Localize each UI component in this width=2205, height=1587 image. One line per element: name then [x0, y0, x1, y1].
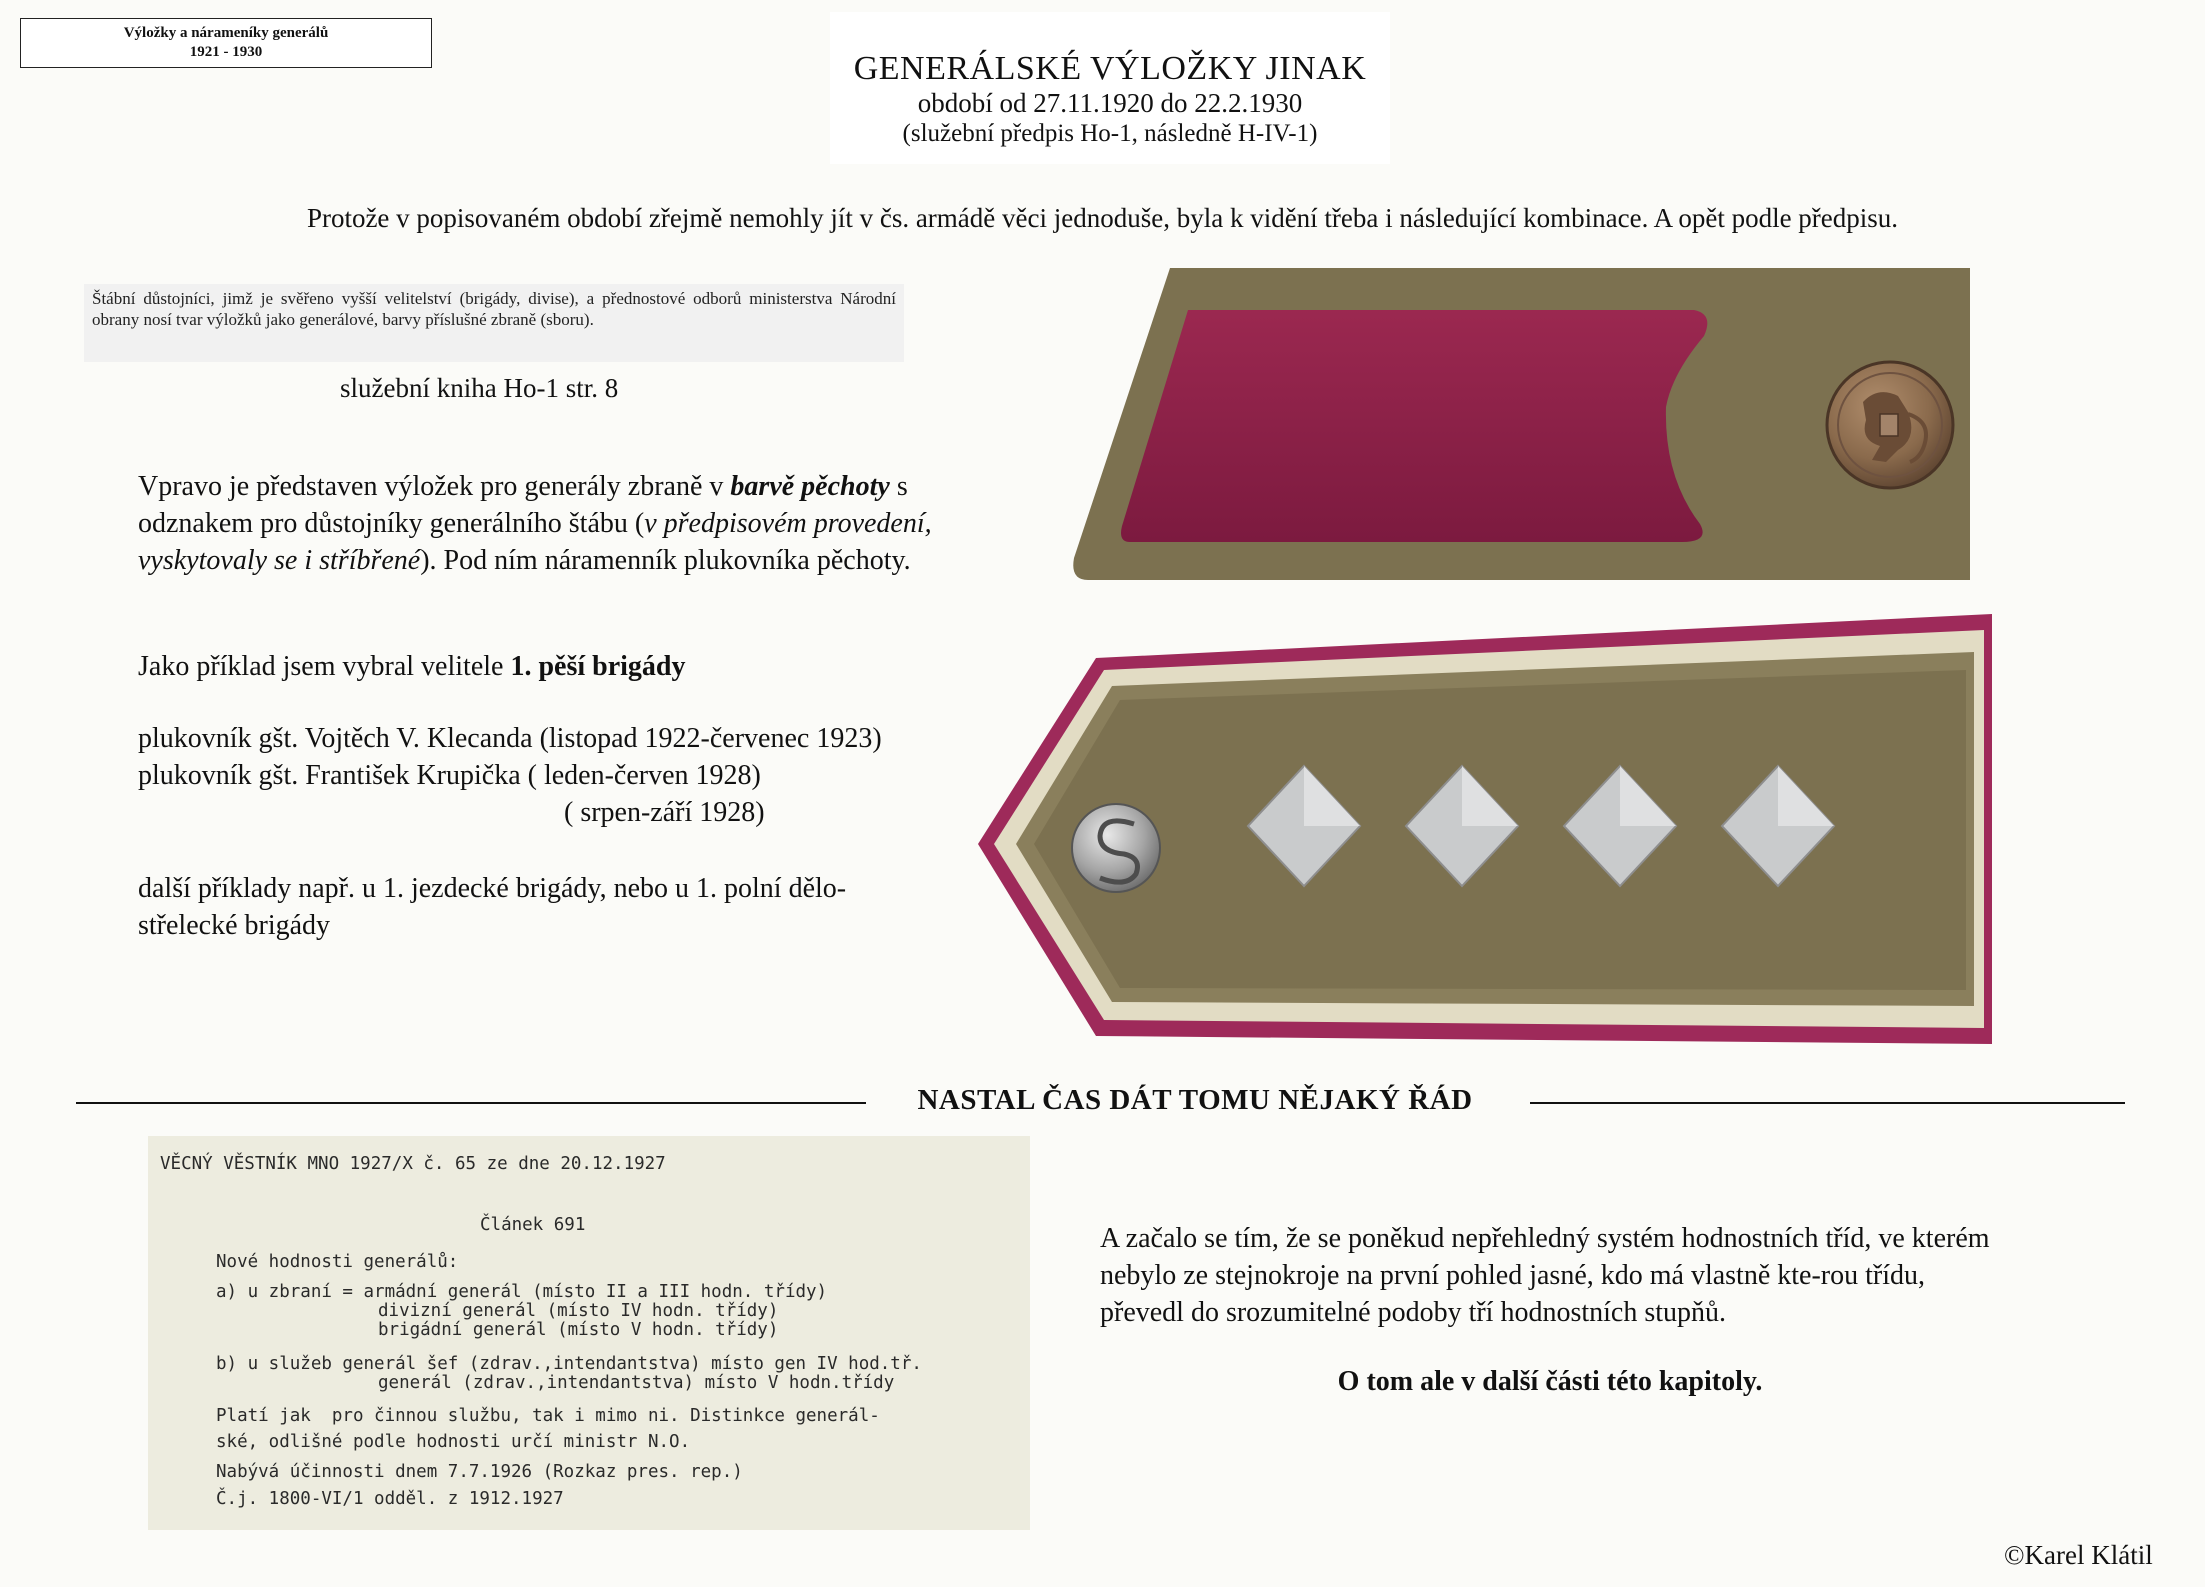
desc-bold-italic: barvě pěchoty — [730, 471, 890, 502]
colonel-line-2: plukovník gšt. František Krupička ( leden-červen 1928) — [138, 760, 761, 791]
colonel-line-3: ( srpen-září 1928) — [564, 797, 765, 828]
divider-right — [1530, 1102, 2125, 1104]
bulletin-line: Nabývá účinnosti dnem 7.7.1926 (Rozkaz pres. rep.) — [216, 1462, 743, 1482]
lion-badge-icon — [1827, 362, 1953, 488]
page-title: GENERÁLSKÉ VÝLOŽKY JINAK — [853, 50, 1367, 87]
intro-text: Protože v popisovaném období zřejmě nemohly jít v čs. armádě věci jednoduše, byla k vidění třeba i následující kombinace. A opět podle předpisu. — [306, 203, 1899, 233]
bulletin-line: Platí jak pro činnou službu, tak i mimo ni. Distinkce generál- — [216, 1406, 880, 1426]
example-bold: 1. pěší brigády — [510, 651, 686, 682]
conclusion-paragraph: A začalo se tím, že se poněkud nepřehledný systém hodnostních tříd, ve kterém nebylo ze stejnokroje na první pohled jasné, kdo má vlastně kte-rou třídu, převedl do srozumitelné podoby tří hodnostních stupňů. — [1100, 1223, 1990, 1328]
section-label-line-2: 1921 - 1930 — [189, 44, 263, 60]
bulletin-line: generál (zdrav.,intendantstva) místo V hodn.třídy — [378, 1373, 895, 1393]
collar-patch-infantry-field — [1121, 310, 1707, 542]
example-prefix: Jako příklad jsem vybral velitele — [138, 651, 511, 682]
page-source: (služební předpis Ho-1, následně H-IV-1) — [902, 120, 1318, 147]
section-label-line-1: Výložky a nárameníky generálů — [123, 25, 329, 41]
bulletin-line: Č.j. 1800-VI/1 odděl. z 1912.1927 — [216, 1489, 564, 1509]
closing-line: O tom ale v další části této kapitoly. — [1337, 1366, 1763, 1397]
description-paragraph — [138, 468, 938, 579]
bulletin-line: Článek 691 — [480, 1215, 586, 1235]
collar-patch-image — [1060, 262, 1975, 584]
title-block — [830, 12, 1390, 164]
example-line — [138, 648, 685, 685]
shoulder-board-image — [976, 608, 1996, 1048]
bulletin-line: ské, odlišné podle hodnosti určí ministr N.O. — [216, 1432, 691, 1452]
desc-part-2: s odznakem pro důstojníky generálního štábu ( — [138, 471, 908, 539]
desc-italic: v předpisovém provedení, vyskytovaly se i stříbřené — [138, 508, 932, 576]
bulletin-line: b) u služeb generál šef (zdrav.,intendantstva) místo gen IV hod.tř. — [216, 1354, 922, 1374]
more-examples: další příklady např. u 1. jezdecké brigády, nebo u 1. polní dělo-střelecké brigády — [138, 873, 847, 941]
desc-part-3: ). Pod ním náramenník plukovníka pěchoty. — [420, 545, 911, 576]
bulletin-line: brigádní generál (místo V hodn. třídy) — [378, 1320, 779, 1340]
desc-part-1: Vpravo je představen výložek pro generály zbraně v — [138, 471, 731, 502]
bulletin-line: divizní generál (místo IV hodn. třídy) — [378, 1301, 779, 1321]
copyright: ©Karel Klátil — [2004, 1540, 2153, 1570]
section-heading: NASTAL ČAS DÁT TOMU NĚJAKÝ ŘÁD — [917, 1084, 1473, 1116]
regulation-excerpt: Štábní důstojníci, jimž je svěřeno vyšší velitelství (brigády, divise), a přednostové odborů ministerstva Národní obrany nosí tvar výložků jako generálové, barvy příslušné zbraně (sboru). — [84, 284, 904, 362]
gs-button-icon — [1072, 804, 1160, 892]
bulletin-scan — [148, 1136, 1030, 1530]
bulletin-line: VĚCNÝ VĚSTNÍK MNO 1927/X č. 65 ze dne 20.12.1927 — [160, 1154, 666, 1174]
bulletin-line: Nové hodnosti generálů: — [216, 1252, 459, 1272]
page-subtitle: období od 27.11.1920 do 22.2.1930 — [917, 88, 1303, 118]
bulletin-line: a) u zbraní = armádní generál (místo II a III hodn. třídy) — [216, 1282, 828, 1302]
section-label-box — [20, 18, 432, 68]
colonel-line-1: plukovník gšt. Vojtěch V. Klecanda (listopad 1922-červenec 1923) — [138, 723, 882, 754]
regulation-caption: služební kniha Ho-1 str. 8 — [340, 373, 619, 403]
